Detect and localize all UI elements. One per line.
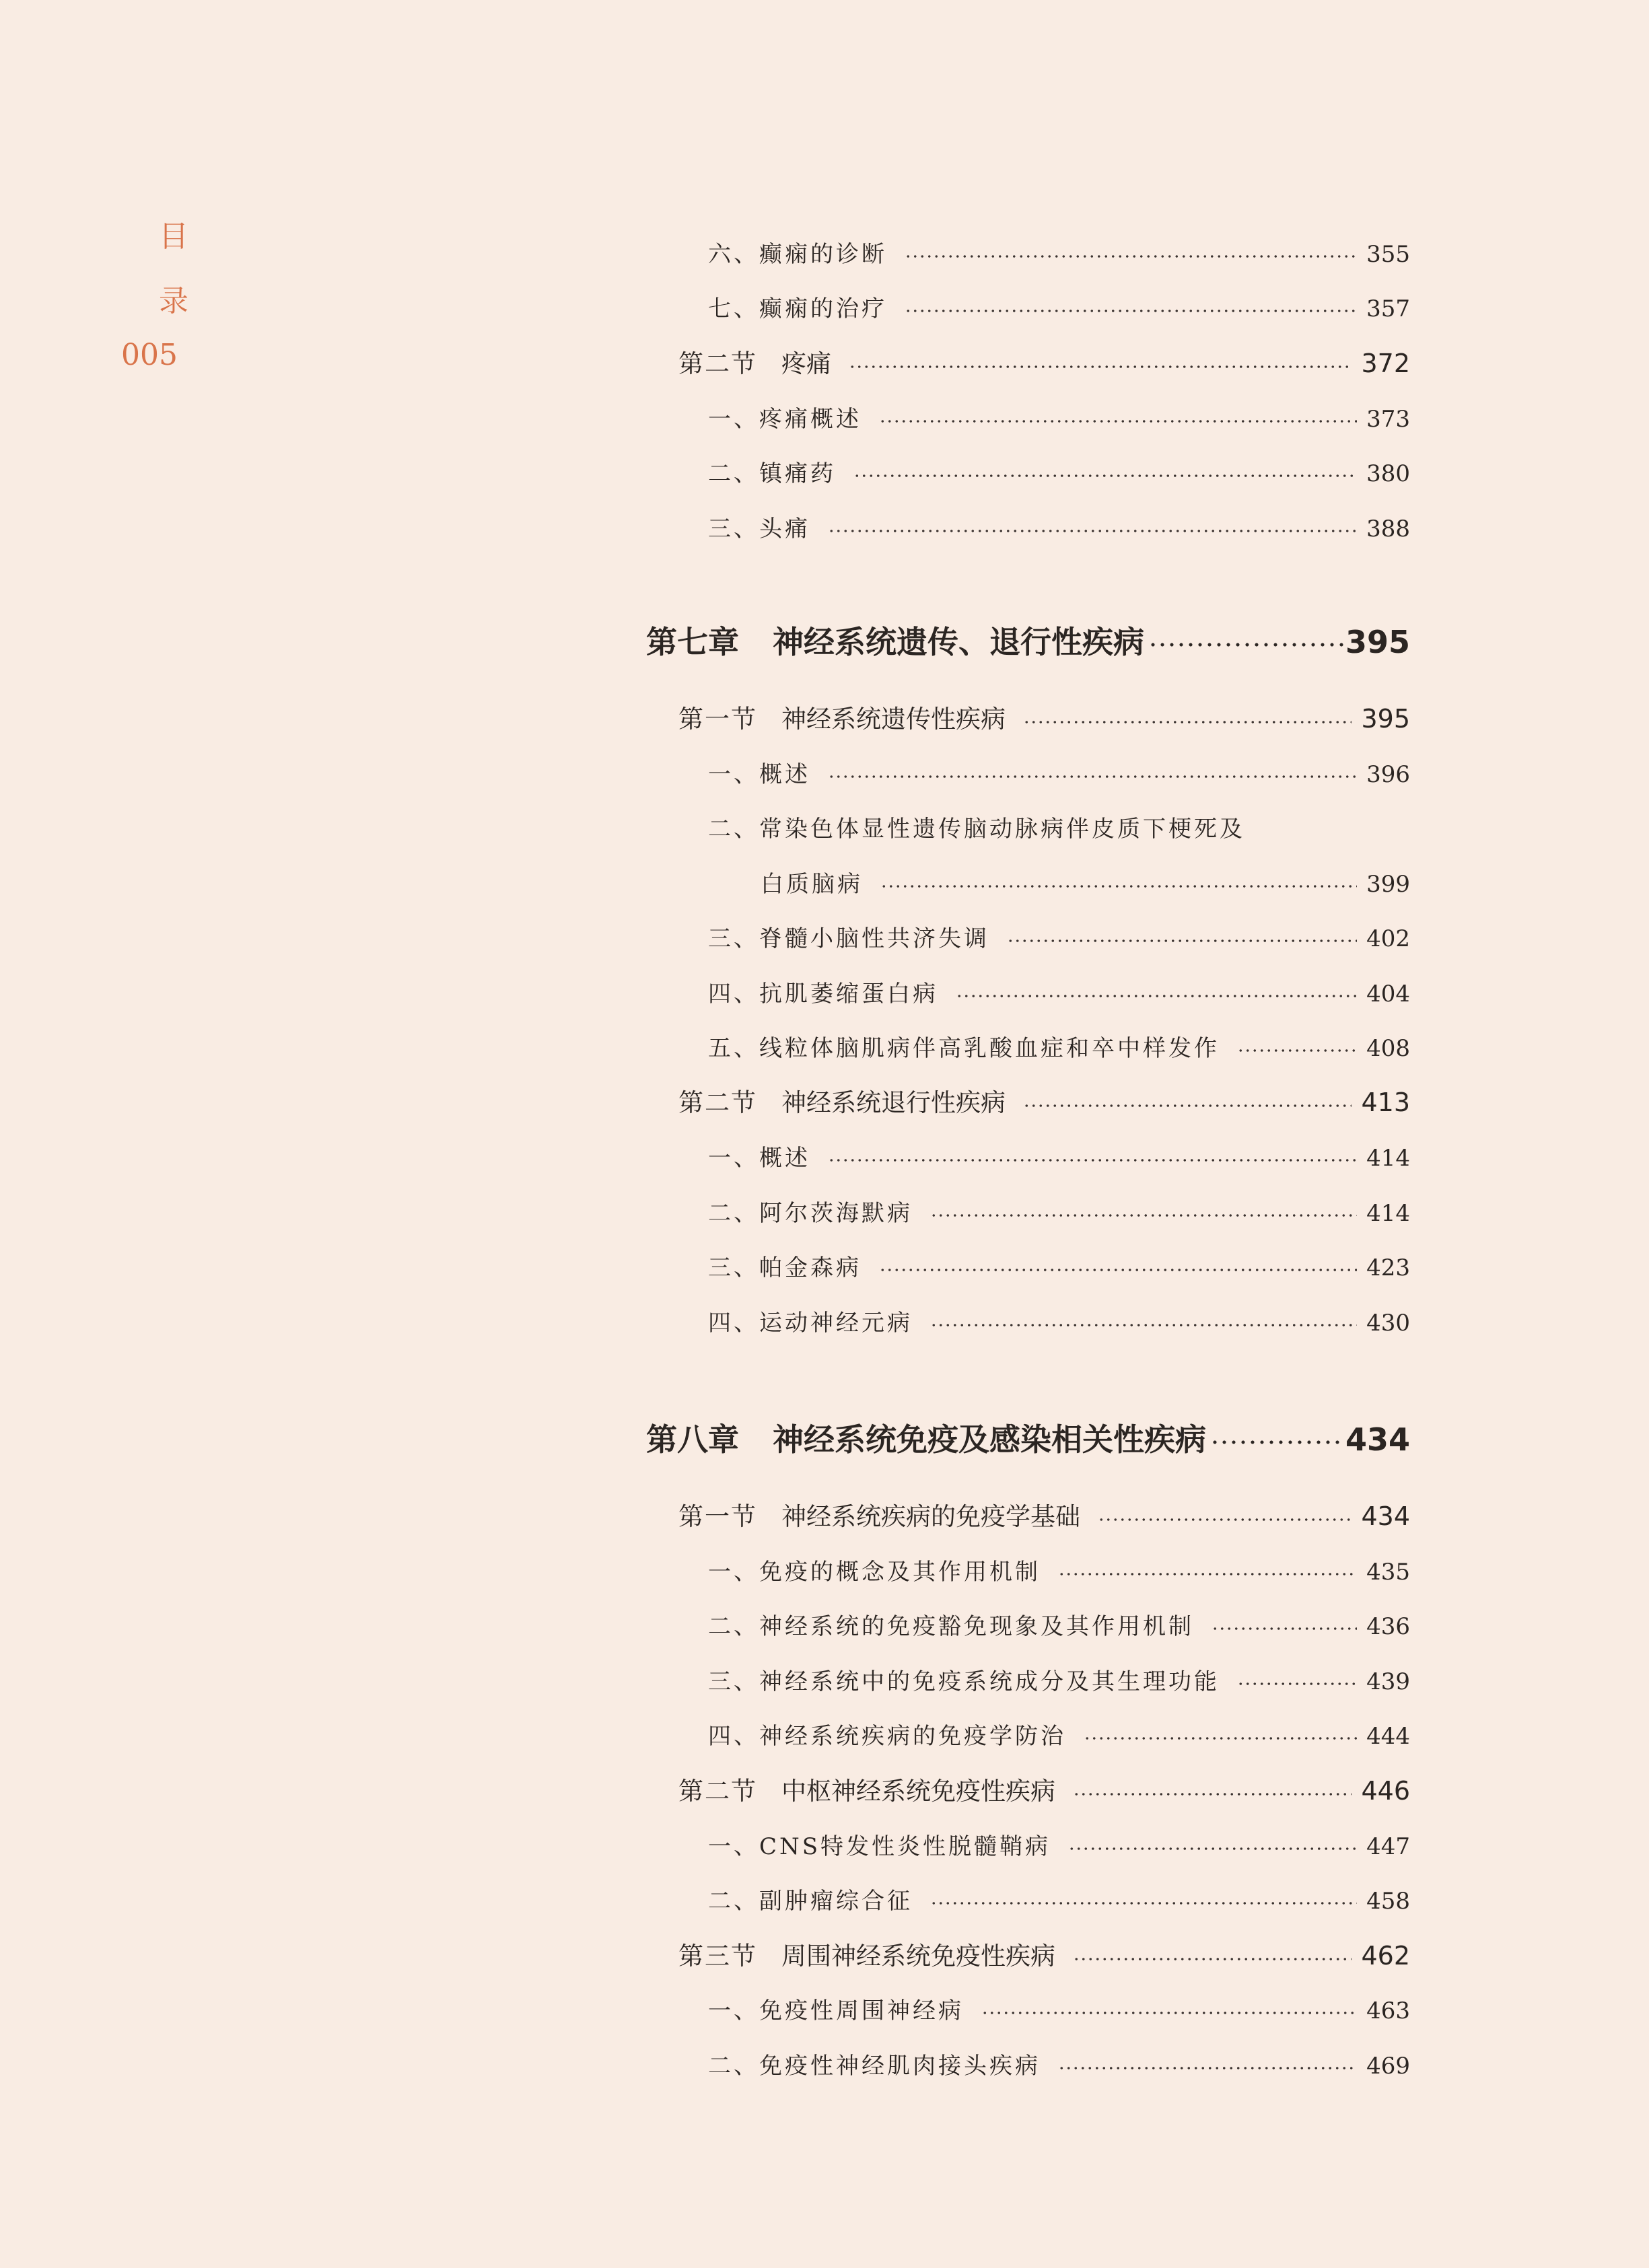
toc-entry-multiline[interactable]: 二、常染色体显性遗传脑动脉病伴皮质下梗死及 — [708, 816, 1245, 843]
dot-leader — [1084, 1737, 1357, 1740]
dot-leader — [1073, 1793, 1352, 1796]
dot-leader — [828, 1159, 1357, 1162]
toc-chapter-entry[interactable]: 第八章 神经系统免疫及感染相关性疾病 434 — [646, 1421, 1410, 1458]
toc-entry[interactable]: 二、免疫性神经肌肉接头疾病 469 — [708, 2053, 1410, 2080]
dot-leader — [1058, 2067, 1357, 2069]
toc-chapter-entry[interactable]: 第七章 神经系统遗传、退行性疾病 395 — [646, 624, 1410, 660]
toc-entry[interactable]: 六、癫痫的诊断 355 — [708, 241, 1410, 268]
dot-leader — [879, 420, 1357, 423]
toc-entry[interactable]: 四、运动神经元病 430 — [708, 1310, 1410, 1337]
toc-entry[interactable]: 一、疼痛概述 373 — [708, 406, 1410, 433]
toc-section-entry[interactable]: 第一节 神经系统疾病的免疫学基础 434 — [678, 1501, 1410, 1531]
toc-entry[interactable]: 二、镇痛药 380 — [708, 460, 1410, 487]
toc-entry[interactable]: 二、神经系统的免疫豁免现象及其作用机制 436 — [708, 1613, 1410, 1640]
dot-leader — [981, 2012, 1357, 2014]
toc-entry[interactable]: 一、概述 414 — [708, 1145, 1410, 1172]
toc-title-char-2: 录 — [159, 284, 188, 318]
dot-leader — [880, 885, 1357, 888]
toc-entry[interactable]: 七、癫痫的治疗 357 — [708, 295, 1410, 322]
dot-leader — [1058, 1573, 1357, 1575]
page-number: 005 — [121, 338, 178, 372]
dot-leader — [879, 1269, 1357, 1271]
toc-entry-continuation[interactable]: 白质脑病 399 — [761, 871, 1410, 898]
toc-section-entry[interactable]: 第三节 周围神经系统免疫性疾病 462 — [678, 1941, 1410, 1971]
toc-section-entry[interactable]: 第二节 中枢神经系统免疫性疾病 446 — [678, 1776, 1410, 1806]
toc-entry[interactable]: 四、神经系统疾病的免疫学防治 444 — [708, 1723, 1410, 1750]
toc-side-marker — [121, 219, 188, 372]
dot-leader — [1023, 1104, 1352, 1107]
dot-leader — [930, 1902, 1357, 1905]
toc-entry[interactable]: 五、线粒体脑肌病伴高乳酸血症和卒中样发作 408 — [708, 1035, 1410, 1062]
toc-entry[interactable]: 二、副肿瘤综合征 458 — [708, 1888, 1410, 1915]
toc-section-entry[interactable]: 第一节 神经系统遗传性疾病 395 — [678, 704, 1410, 734]
dot-leader — [828, 530, 1357, 532]
dot-leader — [849, 365, 1352, 368]
toc-entry[interactable]: 三、帕金森病 423 — [708, 1254, 1410, 1281]
dot-leader — [956, 995, 1357, 997]
dot-leader — [1212, 1627, 1357, 1630]
toc-entry[interactable]: 三、脊髓小脑性共济失调 402 — [708, 925, 1410, 952]
dot-leader — [930, 1214, 1357, 1217]
dot-leader — [905, 310, 1357, 312]
dot-leader — [853, 474, 1357, 477]
toc-entry[interactable]: 一、免疫的概念及其作用机制 435 — [708, 1559, 1410, 1586]
toc-section-entry[interactable]: 第二节 神经系统退行性疾病 413 — [678, 1088, 1410, 1117]
dot-leader — [828, 775, 1357, 778]
toc-entry[interactable]: 三、头痛 388 — [708, 516, 1410, 542]
dot-leader — [1237, 1682, 1357, 1685]
dot-leader — [1098, 1518, 1352, 1521]
toc-title-char-1: 目 — [159, 219, 188, 254]
dot-leader — [1237, 1049, 1357, 1052]
toc-entry[interactable]: 一、概述 396 — [708, 761, 1410, 788]
toc-entry[interactable]: 二、阿尔茨海默病 414 — [708, 1200, 1410, 1227]
dot-leader — [1210, 1440, 1344, 1444]
dot-leader — [905, 255, 1357, 258]
dot-leader — [930, 1324, 1357, 1326]
dot-leader — [1148, 643, 1344, 647]
dot-leader — [1007, 940, 1357, 942]
dot-leader — [1023, 721, 1352, 723]
toc-entry[interactable]: 三、神经系统中的免疫系统成分及其生理功能 439 — [708, 1668, 1410, 1695]
dot-leader — [1073, 1958, 1352, 1960]
dot-leader — [1068, 1847, 1357, 1850]
toc-entry[interactable]: 一、免疫性周围神经病 463 — [708, 1997, 1410, 2024]
toc-entry[interactable]: 四、抗肌萎缩蛋白病 404 — [708, 981, 1410, 1007]
toc-entry[interactable]: 一、CNS特发性炎性脱髓鞘病 447 — [708, 1833, 1410, 1860]
toc-section-entry[interactable]: 第二节 疼痛 372 — [678, 349, 1410, 378]
